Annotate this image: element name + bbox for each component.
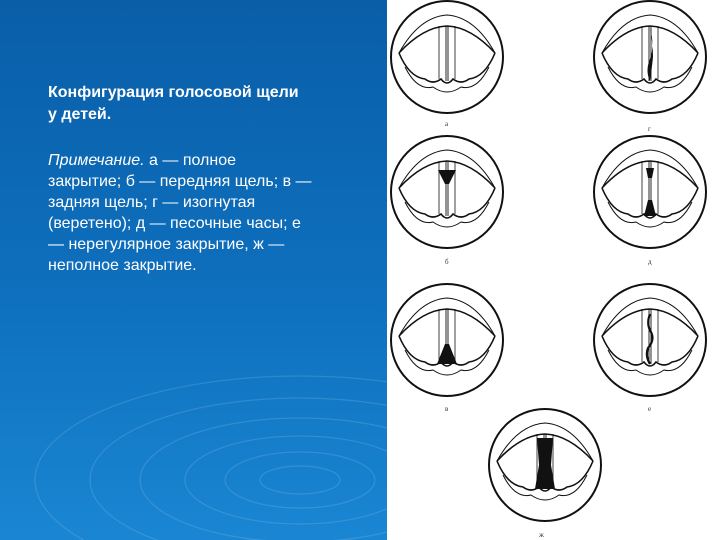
note-line-3: задняя щель; г — изогнутая: [48, 194, 256, 211]
slide-title-line1: Конфигурация голосовой щели: [48, 84, 299, 101]
note-line-2: закрытие; б — передняя щель; в —: [48, 173, 312, 190]
slide-title: [48, 82, 348, 126]
note-line-6: неполное закрытие.: [48, 257, 197, 274]
label-v: в: [445, 405, 449, 413]
slide-note: [48, 150, 358, 276]
glottis-configurations-figure: [387, 0, 720, 540]
label-g: г: [648, 125, 651, 133]
note-label: Примечание.: [48, 152, 145, 169]
larynx-diagram-v: [391, 284, 503, 396]
label-zh: ж: [539, 531, 544, 539]
larynx-diagram-g: [594, 1, 706, 113]
slide-title-line2: у детей.: [48, 106, 112, 123]
larynx-diagram-e: [594, 284, 706, 396]
larynx-diagram-b: [391, 136, 503, 248]
larynx-diagram-a: [391, 1, 503, 113]
label-a: а: [445, 120, 449, 128]
figure-panel: [387, 0, 720, 540]
larynx-diagram-d: [594, 136, 706, 248]
water-ripple-decoration: [0, 330, 387, 540]
larynx-diagram-zh: [489, 409, 601, 521]
note-line-5: — нерегулярное закрытие, ж —: [48, 236, 285, 253]
label-d: д: [648, 258, 652, 266]
label-e: е: [648, 405, 652, 413]
label-b: б: [445, 258, 449, 266]
note-line-1: а — полное: [144, 152, 237, 169]
note-line-4: (веретено); д — песочные часы; е: [48, 215, 301, 232]
